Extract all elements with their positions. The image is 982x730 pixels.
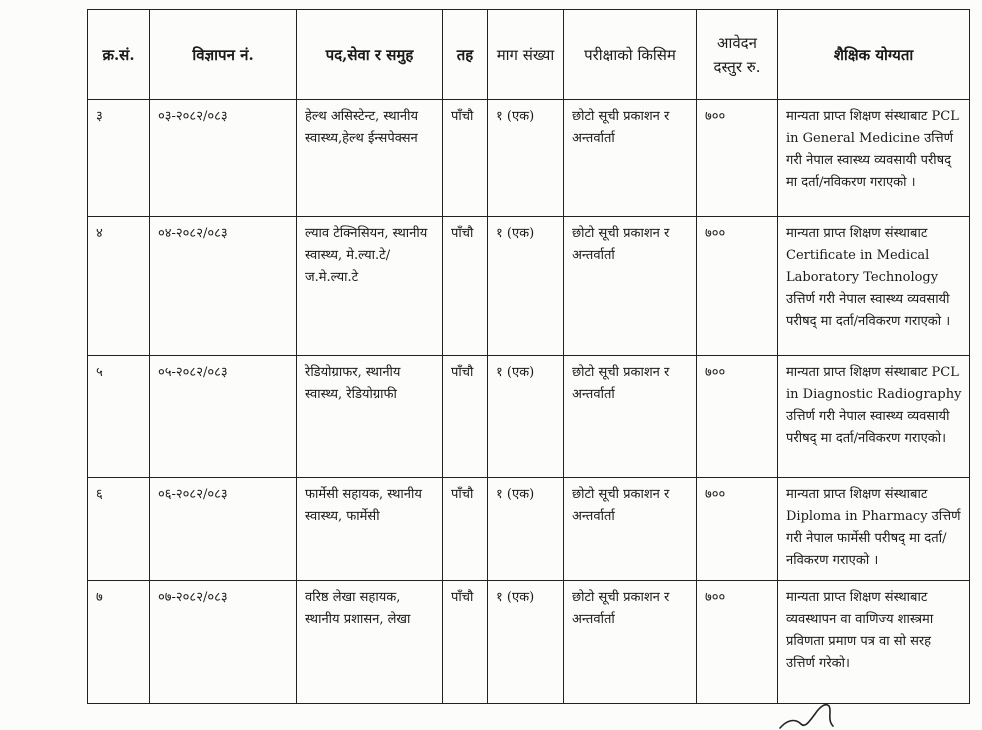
cell-fee: ७०० xyxy=(697,581,778,704)
cell-post: रेडियोग्राफर, स्थानीय स्वास्थ्य, रेडियोग्राफी xyxy=(297,356,443,478)
cell-level: पाँचौ xyxy=(443,581,488,704)
cell-exam-type: छोटो सूची प्रकाशन र अन्तर्वार्ता xyxy=(564,581,697,704)
header-ad-no: विज्ञापन नं. xyxy=(150,10,297,100)
header-post: पद,सेवा र समुह xyxy=(297,10,443,100)
cell-qualification: मान्यता प्राप्त शिक्षण संस्थाबाट Certificate in Medical Laboratory Technology उत्तिर्ण गरी नेपाल स्वास्थ्य व्यवसायी परीषद् मा दर्ता/नविकरण गराएको । xyxy=(778,217,970,356)
header-level: तह xyxy=(443,10,488,100)
cell-exam-type: छोटो सूची प्रकाशन र अन्तर्वार्ता xyxy=(564,478,697,581)
cell-sn: ५ xyxy=(88,356,150,478)
cell-level: पाँचौ xyxy=(443,478,488,581)
cell-fee: ७०० xyxy=(697,217,778,356)
cell-ad-no: ०३-२०८२/०८३ xyxy=(150,100,297,217)
header-demand: माग संख्या xyxy=(488,10,564,100)
signature-mark xyxy=(775,700,865,730)
cell-demand: १ (एक) xyxy=(488,217,564,356)
table-header-row xyxy=(88,10,970,100)
header-exam-type: परीक्षाको किसिम xyxy=(564,10,697,100)
cell-level: पाँचौ xyxy=(443,217,488,356)
cell-qualification: मान्यता प्राप्त शिक्षण संस्थाबाट PCL in General Medicine उत्तिर्ण गरी नेपाल स्वास्थ्य व्यवसायी परीषद् मा दर्ता/नविकरण गराएको । xyxy=(778,100,970,217)
cell-demand: १ (एक) xyxy=(488,478,564,581)
cell-ad-no: ०७-२०८२/०८३ xyxy=(150,581,297,704)
cell-qualification: मान्यता प्राप्त शिक्षण संस्थाबाट Diploma in Pharmacy उत्तिर्ण गरी नेपाल फार्मेसी परीषद् मा दर्ता/नविकरण गराएको । xyxy=(778,478,970,581)
table-row xyxy=(88,100,970,217)
cell-sn: ६ xyxy=(88,478,150,581)
cell-qualification: मान्यता प्राप्त शिक्षण संस्थाबाट PCL in Diagnostic Radiography उत्तिर्ण गरी नेपाल स्वास्थ्य व्यवसायी परीषद् मा दर्ता/नविकरण गराएको। xyxy=(778,356,970,478)
table-row xyxy=(88,581,970,704)
cell-sn: ७ xyxy=(88,581,150,704)
cell-sn: ४ xyxy=(88,217,150,356)
cell-post: ल्याव टेक्निसियन, स्थानीय स्वास्थ्य, मे.ल्या.टे/ज.मे.ल्या.टे xyxy=(297,217,443,356)
cell-sn: ३ xyxy=(88,100,150,217)
cell-fee: ७०० xyxy=(697,356,778,478)
table-row xyxy=(88,356,970,478)
table-row xyxy=(88,217,970,356)
cell-level: पाँचौ xyxy=(443,100,488,217)
cell-post: हेल्थ असिस्टेन्ट, स्थानीय स्वास्थ्य,हेल्थ ईन्सपेक्सन xyxy=(297,100,443,217)
cell-exam-type: छोटो सूची प्रकाशन र अन्तर्वार्ता xyxy=(564,100,697,217)
cell-post: वरिष्ठ लेखा सहायक, स्थानीय प्रशासन, लेखा xyxy=(297,581,443,704)
cell-exam-type: छोटो सूची प्रकाशन र अन्तर्वार्ता xyxy=(564,356,697,478)
cell-qualification: मान्यता प्राप्त शिक्षण संस्थाबाट व्यवस्थापन वा वाणिज्य शास्त्रमा प्रविणता प्रमाण पत्र वा सो सरह उत्तिर्ण गरेको। xyxy=(778,581,970,704)
cell-demand: १ (एक) xyxy=(488,100,564,217)
cell-fee: ७०० xyxy=(697,100,778,217)
cell-fee: ७०० xyxy=(697,478,778,581)
cell-ad-no: ०४-२०८२/०८३ xyxy=(150,217,297,356)
cell-post: फार्मेसी सहायक, स्थानीय स्वास्थ्य, फार्मेसी xyxy=(297,478,443,581)
header-sn: क्र.सं. xyxy=(88,10,150,100)
cell-demand: १ (एक) xyxy=(488,581,564,704)
cell-ad-no: ०५-२०८२/०८३ xyxy=(150,356,297,478)
vacancy-table xyxy=(87,9,970,704)
cell-level: पाँचौ xyxy=(443,356,488,478)
cell-ad-no: ०६-२०८२/०८३ xyxy=(150,478,297,581)
header-qualification: शैक्षिक योग्यता xyxy=(778,10,970,100)
table-row xyxy=(88,478,970,581)
header-fee: आवेदन दस्तुर रु. xyxy=(697,10,778,100)
cell-demand: १ (एक) xyxy=(488,356,564,478)
cell-exam-type: छोटो सूची प्रकाशन र अन्तर्वार्ता xyxy=(564,217,697,356)
